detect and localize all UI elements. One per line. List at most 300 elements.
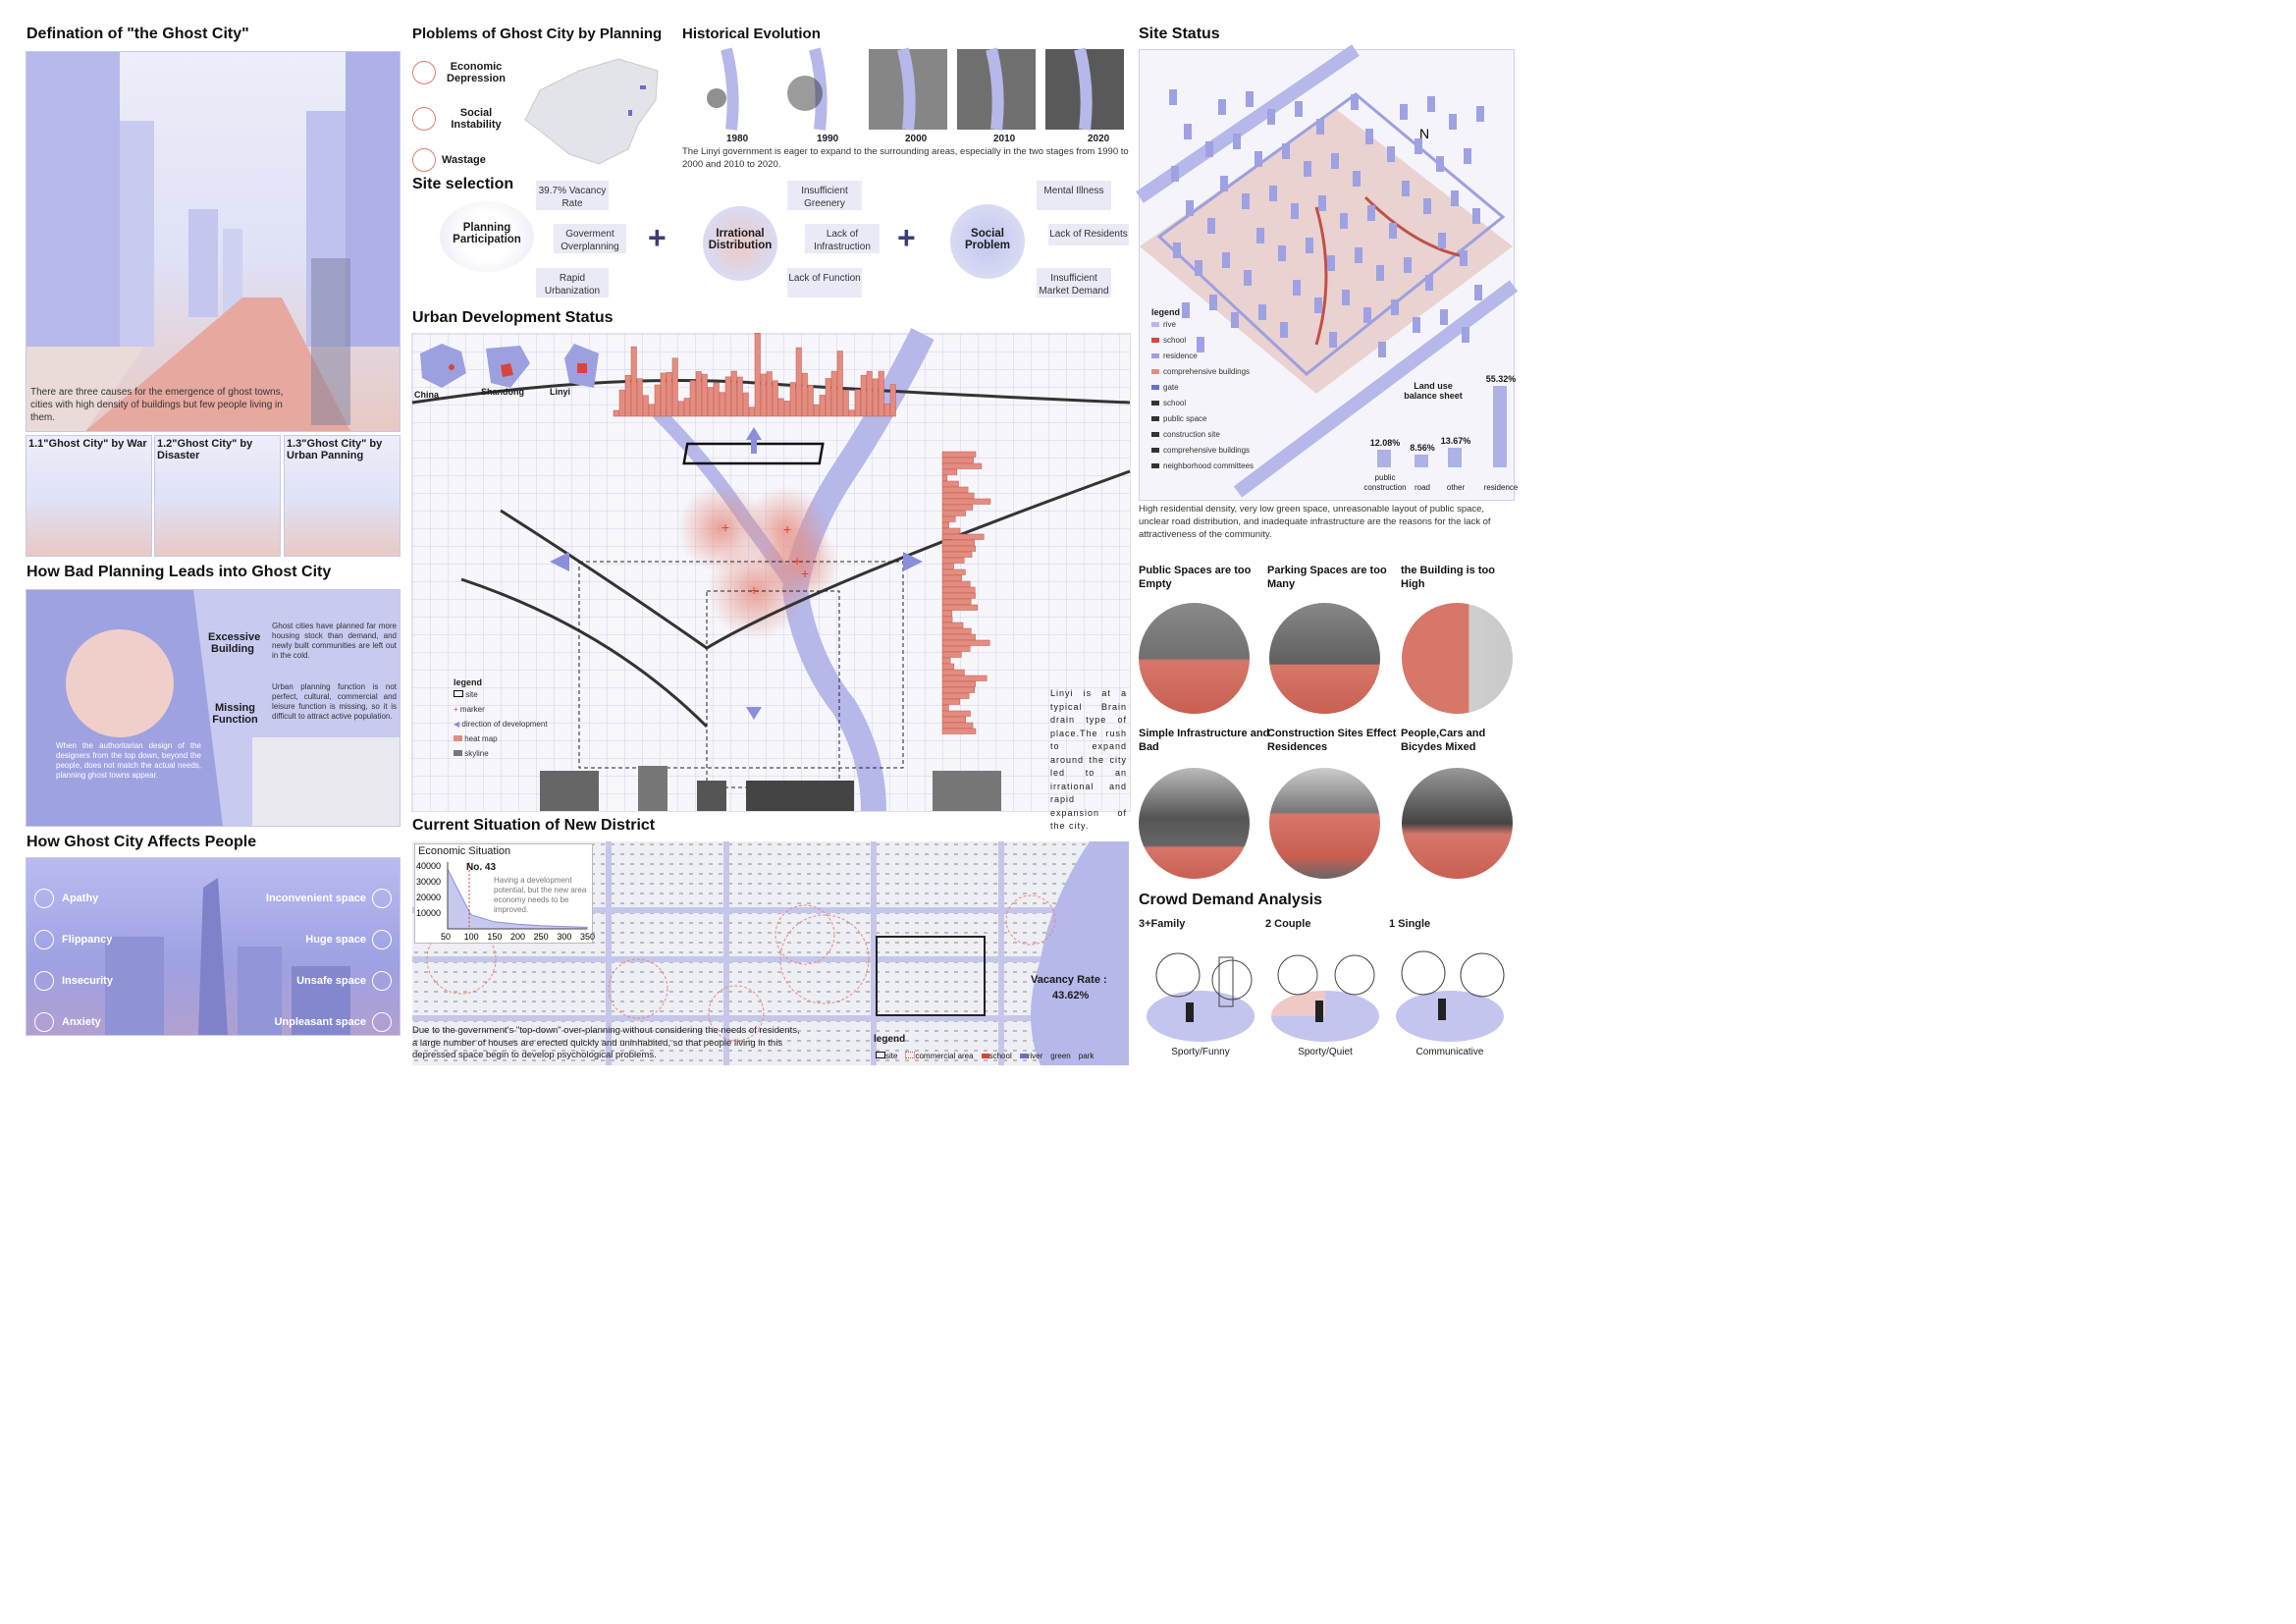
density-bar (942, 699, 960, 705)
item-vacancy: 39.7% Vacancy Rate (536, 181, 609, 210)
residence-block (1342, 290, 1350, 305)
density-bar (942, 569, 965, 575)
density-bar (942, 634, 976, 640)
economic-icon (412, 61, 436, 84)
crowd-family-caption: Sporty/Funny (1171, 1047, 1230, 1057)
skyline-bar (631, 347, 637, 416)
section-title-bad-planning: How Bad Planning Leads into Ghost City (27, 564, 332, 580)
site-legend-item (1151, 364, 1289, 380)
density-bar (942, 676, 987, 681)
item-infrastruction: Lack of Infrastruction (805, 224, 880, 253)
insecurity-icon (34, 971, 54, 991)
section-title-definition: Defination of "the Ghost City" (27, 26, 249, 42)
legend-swatch (1151, 416, 1159, 421)
density-bar (942, 729, 976, 734)
density-bar (942, 475, 947, 481)
current-legend-school: school (988, 1052, 1012, 1060)
site-legend-title: legend (1151, 307, 1181, 317)
anxiety-icon (34, 1012, 54, 1032)
density-bar (942, 646, 970, 652)
section-title-site-selection: Site selection (412, 176, 514, 192)
center-planning: Planning Participation (453, 222, 521, 245)
residence-block (1186, 200, 1194, 216)
skyline-bar (849, 410, 855, 416)
density-bar (942, 617, 952, 623)
current-map (412, 841, 1129, 1065)
skyline-bar (761, 374, 767, 416)
skyline-bar (784, 401, 790, 416)
center-irrational: Irrational Distribution (708, 228, 773, 251)
residence-block (1365, 129, 1373, 144)
legend-swatch (1151, 401, 1159, 406)
legend-label: school (1163, 399, 1187, 407)
plus-icon-2: + (897, 220, 916, 255)
skyline-bar (755, 333, 761, 416)
bad-planning-text-2: Urban planning function is not perfect, cultural, commercial and leisure function is missing, so it is difficult to attract active population. (272, 682, 397, 721)
skyline-bar (814, 405, 820, 416)
residence-block (1267, 109, 1275, 125)
urban-planning-label: 1.3"Ghost City" by Urban Panning (287, 438, 383, 461)
vacancy-value: 43.62% (1052, 990, 1090, 1001)
problem-wastage: Wastage (442, 154, 486, 166)
current-text: Due to the government's "top-down" over-planning without considering the needs of residents, a large number of houses are erected quickly and uninhabited, so that people living in this depressed space begin to develop psychological problems. (412, 1025, 800, 1060)
economic-chart-title: Economic Situation (418, 845, 511, 857)
land-use-label: other (1446, 483, 1466, 492)
affect-apathy: Apathy (62, 893, 99, 904)
missing-function-label: Missing Function (212, 702, 258, 726)
legend-swatch (1151, 369, 1159, 374)
skyline-bar (837, 352, 843, 416)
affects-right-list (266, 878, 392, 1043)
skyline-bar (802, 373, 808, 416)
density-bar (942, 681, 976, 687)
density-bar (942, 693, 969, 699)
site-legend-item (1151, 459, 1289, 474)
site-legend (1151, 307, 1289, 474)
residence-block (1376, 265, 1384, 281)
residence-block (1387, 146, 1395, 162)
economic-xtick: 100 (463, 932, 479, 942)
ghost-city-drawing (27, 52, 400, 431)
affects-left-list (34, 878, 113, 1043)
china-map (510, 51, 667, 169)
economic-marker: No. 43 (466, 862, 497, 873)
site-legend-item (1151, 396, 1289, 411)
svg-text:+: + (783, 521, 792, 537)
current-legend-river: river (1027, 1052, 1043, 1060)
photo-empty-space (1139, 603, 1250, 714)
legend-label: public space (1163, 414, 1207, 423)
residence-block (1169, 89, 1177, 105)
site-legend-item (1151, 317, 1289, 333)
site-legend-item (1151, 427, 1289, 443)
history-text: The Linyi government is eager to expand to the surrounding areas, especially in the two stages from 1990 to 2000 and 2010 to 2020. (682, 146, 1129, 170)
density-bar (942, 469, 957, 475)
balance-title: Land use balance sheet (1404, 381, 1463, 401)
residence-block (1295, 101, 1303, 117)
item-residents: Lack of Residents (1048, 224, 1129, 245)
disaster-illustration (154, 435, 281, 557)
density-bar (942, 658, 950, 664)
residence-block (1402, 181, 1410, 196)
skyline-bar (696, 371, 702, 416)
problem-photos (1139, 564, 1513, 878)
economic-xtick: 200 (510, 932, 526, 942)
apathy-icon (34, 889, 54, 908)
crowd-single: 1 Single (1389, 918, 1431, 930)
unsafe-icon (372, 971, 392, 991)
residence-block (1316, 119, 1324, 135)
affect-flippancy: Flippancy (62, 934, 113, 946)
legend-label: neighborhood committees (1163, 461, 1255, 470)
residence-block (1306, 238, 1313, 253)
bad-planning-text-3: When the authoritarian design of the designers from the top down, beyond the people, does not match the actual needs, planning ghost towns appear. (56, 741, 201, 780)
skyline-bar (873, 379, 879, 416)
current-legend-green: green (1050, 1052, 1071, 1060)
skyline-bar (625, 375, 631, 416)
density-bar (942, 640, 989, 646)
skyline-bar (714, 383, 720, 416)
affect-anxiety: Anxiety (62, 1016, 101, 1028)
density-bar (942, 516, 955, 522)
density-bar (942, 452, 976, 458)
residence-block (1222, 252, 1230, 268)
section-title-urban: Urban Development Status (412, 309, 614, 326)
section-title-crowd: Crowd Demand Analysis (1139, 892, 1323, 908)
residence-block (1476, 106, 1484, 122)
density-bar (942, 458, 974, 463)
density-bar (942, 711, 970, 717)
residence-block (1353, 171, 1361, 187)
residence-block (1389, 223, 1397, 239)
crowd-illustration (1139, 936, 1513, 1044)
skyline-bar (708, 388, 714, 416)
residence-block (1340, 213, 1348, 229)
density-bar (942, 487, 968, 493)
photo-title-1: Public Spaces are too Empty (1139, 565, 1252, 590)
density-bar (942, 587, 975, 593)
skyline-bar (649, 405, 655, 416)
current-legend-commercial: commercial area (915, 1052, 974, 1060)
affects-illustration (26, 857, 400, 1036)
density-bar (942, 593, 976, 599)
residence-block (1400, 104, 1408, 120)
year-2010: 2010 (993, 134, 1016, 144)
residence-block (1314, 298, 1322, 313)
residence-block (1427, 96, 1435, 112)
residence-block (1451, 190, 1459, 206)
economic-xtick: 300 (557, 932, 572, 942)
svg-text:+: + (793, 553, 802, 568)
legend-swatch (1151, 322, 1159, 327)
land-use-label: residence (1483, 483, 1519, 492)
residence-block (1256, 228, 1264, 244)
svg-text:+: + (750, 582, 759, 598)
legend-label: gate (1163, 383, 1179, 392)
skyline-bar (808, 385, 814, 416)
center-social: Social Problem (964, 228, 1010, 251)
residence-block (1291, 203, 1299, 219)
residence-block (1462, 327, 1469, 343)
skyline-bar (767, 372, 773, 416)
legend-label: construction site (1163, 430, 1220, 439)
residence-block (1318, 195, 1326, 211)
density-bar (942, 605, 978, 611)
current-legend-site: site (885, 1052, 898, 1060)
economic-ytick: 20000 (416, 893, 442, 902)
section-title-affects: How Ghost City Affects People (27, 834, 257, 850)
residence-block (1304, 161, 1311, 177)
residence-block (1367, 205, 1375, 221)
crowd-couple: 2 Couple (1265, 918, 1311, 930)
residence-block (1423, 198, 1431, 214)
skyline-bar (661, 373, 667, 416)
skyline-bar (831, 371, 837, 416)
land-use-value: 8.56% (1410, 443, 1435, 454)
bad-planning-text-1: Ghost cities have planned far more housing stock than demand, and newly built communities are left out in the cold. (272, 622, 397, 660)
land-use-bar (1415, 455, 1428, 467)
photo-construction (1269, 768, 1380, 879)
density-bar (942, 463, 982, 469)
legend-swatch (1151, 353, 1159, 358)
skyline-bar (643, 396, 649, 416)
skyline-bar (884, 404, 890, 416)
residence-block (1173, 243, 1181, 258)
legend-label: comprehensive buildings (1163, 446, 1251, 455)
current-legend (876, 1052, 1094, 1060)
photo-title-4: Simple Infrastructure and Bad (1139, 728, 1270, 753)
vacancy-label: Vacancy Rate : (1031, 974, 1107, 986)
skyline-bar (861, 375, 867, 416)
svg-text:+: + (801, 566, 810, 581)
photo-title-5: Construction Sites Effect Residences (1267, 728, 1397, 753)
residence-block (1474, 285, 1482, 300)
residence-block (1220, 176, 1228, 191)
crowd-single-caption: Communicative (1415, 1047, 1484, 1057)
residence-block (1460, 250, 1468, 266)
site-legend-item (1151, 443, 1289, 459)
density-bar (942, 705, 948, 711)
item-overplanning: Goverment Overplanning (554, 224, 626, 253)
density-bar (942, 717, 966, 723)
affect-huge: Huge space (305, 934, 366, 946)
problem-economic: Economic Depression (447, 61, 506, 84)
residence-block (1472, 208, 1480, 224)
ghost-city-illustration (26, 51, 400, 432)
skyline-bar (690, 381, 696, 416)
skyline-bar (879, 371, 884, 416)
urban-legend-marker: marker (459, 705, 485, 714)
density-bar (942, 652, 961, 658)
urban-legend: legend site + marker ◀ direction of development heat map skyline (454, 677, 601, 761)
section-title-problems: Ploblems of Ghost City by Planning (412, 26, 663, 42)
density-bar (942, 552, 972, 558)
legend-swatch (1151, 432, 1159, 437)
land-use-value: 55.32% (1485, 374, 1517, 385)
skyline-bar (773, 381, 778, 416)
density-bar (942, 687, 975, 693)
residence-block (1242, 193, 1250, 209)
density-bar (942, 522, 949, 528)
site-status-text: High residential density, very low green space, unreasonable layout of public space, unclear road distribution, and inadequate infrastructure are the reasons for the lack of attractiveness of the community. (1139, 504, 1491, 540)
section-title-site-status: Site Status (1139, 26, 1220, 42)
affect-unsafe: Unsafe space (296, 975, 366, 987)
legend-label: school (1163, 336, 1187, 345)
residence-block (1404, 257, 1412, 273)
skyline-bar (843, 390, 849, 416)
skyline-bar (619, 390, 625, 416)
economic-ytick: 30000 (416, 877, 442, 887)
land-use-label: road (1414, 483, 1430, 492)
residence-block (1449, 114, 1457, 130)
urban-text: Linyi is at a typical Brain drain type of place.The rush to expand around the city led to an irrational and rapid expansion of the city. (1050, 688, 1127, 831)
land-use-value: 12.08% (1369, 437, 1401, 448)
site-status-map (1139, 49, 1519, 501)
residence-block (1293, 280, 1301, 296)
residence-block (1391, 299, 1399, 315)
skyline-bar (684, 399, 690, 416)
photo-parking (1269, 603, 1380, 714)
residence-block (1440, 309, 1448, 325)
density-bar (942, 623, 963, 628)
economic-xtick: 50 (441, 932, 452, 942)
skyline-bar (743, 393, 749, 416)
density-bar (942, 611, 952, 617)
residence-block (1464, 148, 1471, 164)
skyline-bar (702, 374, 708, 416)
item-market: Insufficient Market Demand (1037, 268, 1111, 298)
skyline-bar (749, 407, 755, 416)
current-legend-title: legend (874, 1034, 906, 1045)
residence-block (1327, 255, 1335, 271)
economic-xtick: 350 (580, 932, 596, 942)
svg-text:+: + (721, 519, 730, 535)
density-bar (942, 581, 970, 587)
density-bar (942, 664, 954, 670)
section-title-current: Current Situation of New District (412, 817, 656, 834)
residence-block (1413, 317, 1420, 333)
war-label: 1.1"Ghost City" by War (28, 438, 147, 450)
residence-block (1218, 99, 1226, 115)
economic-xtick: 250 (533, 932, 549, 942)
residence-block (1351, 94, 1359, 110)
land-use-bar (1493, 386, 1507, 467)
density-bar (942, 628, 971, 634)
density-bar (942, 723, 973, 729)
skyline-bar (826, 378, 831, 416)
inconvenient-icon (372, 889, 392, 908)
residence-block (1207, 218, 1215, 234)
excessive-building-label: Excessive Building (208, 631, 261, 655)
land-use-bar (1377, 450, 1391, 467)
legend-swatch (1151, 338, 1159, 343)
affect-inconvenient: Inconvenient space (265, 893, 366, 904)
density-bar (942, 558, 964, 564)
density-bar (942, 493, 974, 499)
skyline-bar (820, 395, 826, 416)
urban-planning-illustration (284, 435, 400, 557)
land-use-value: 13.67% (1440, 435, 1471, 446)
residence-block (1278, 245, 1286, 261)
photo-title-3: the Building is too High (1401, 565, 1495, 590)
urban-legend-site: site (465, 690, 478, 699)
crowd-family: 3+Family (1139, 918, 1186, 930)
plus-icon: + (648, 220, 667, 255)
urban-legend-skyline: skyline (464, 749, 489, 758)
skyline-bar (867, 371, 873, 416)
residence-block (1233, 134, 1241, 149)
density-bar (942, 540, 975, 546)
density-bar (942, 564, 954, 569)
item-urbanization: Rapid Urbanization (536, 268, 609, 298)
legend-label: residence (1163, 352, 1198, 360)
year-2020: 2020 (1088, 134, 1110, 144)
residence-block (1195, 260, 1202, 276)
huge-space-icon (372, 930, 392, 949)
density-bar (942, 599, 971, 605)
residence-block (1282, 143, 1290, 159)
density-bar (942, 499, 990, 505)
site-selection-diagram (412, 177, 1129, 299)
inset-linyi: Linyi (550, 387, 571, 397)
photo-high-building (1402, 603, 1513, 714)
skyline-bar (731, 371, 737, 416)
density-bar (942, 528, 960, 534)
legend-swatch (1151, 385, 1159, 390)
legend-swatch (1151, 448, 1159, 453)
histogram-right (942, 452, 1001, 736)
economic-xtick: 150 (487, 932, 503, 942)
year-1990: 1990 (817, 134, 839, 144)
skyline-bar (790, 383, 796, 416)
land-use-label: public construction (1363, 473, 1407, 492)
photo-title-2: Parking Spaces are too Many (1267, 565, 1387, 590)
year-1980: 1980 (726, 134, 749, 144)
residence-block (1246, 91, 1254, 107)
residence-block (1355, 247, 1362, 263)
urban-legend-direction: direction of development (461, 720, 548, 729)
economic-ytick: 10000 (416, 908, 442, 918)
skyline-bar (672, 358, 678, 416)
disaster-label: 1.2"Ghost City" by Disaster (157, 438, 253, 461)
residence-block (1378, 342, 1386, 357)
wastage-icon (412, 148, 436, 172)
density-bar (942, 546, 976, 552)
year-2000: 2000 (905, 134, 928, 144)
crowd-diagram (1139, 916, 1513, 1063)
inset-shandong: Shandong (481, 387, 524, 397)
definition-caption: There are three causes for the emergence of ghost towns, cities with high density of buildings but few people living in them. (30, 387, 284, 423)
photo-title-6: People,Cars and Bicydes Mixed (1401, 728, 1486, 753)
photo-mixed (1402, 768, 1513, 879)
affect-unpleasant: Unpleasant space (274, 1016, 366, 1028)
legend-label: rive (1163, 320, 1176, 329)
urban-legend-title: legend (454, 677, 483, 687)
skyline-bar (778, 399, 784, 416)
skyline-bar (655, 385, 661, 416)
skyline-bar (637, 379, 643, 416)
site-legend-item (1151, 349, 1289, 364)
residence-block (1436, 156, 1444, 172)
residence-block (1363, 307, 1371, 323)
section-title-history: Historical Evolution (682, 26, 821, 42)
density-bar (942, 505, 973, 511)
density-bar (942, 511, 966, 516)
skyline-bar (720, 393, 725, 416)
economic-chart (414, 843, 596, 944)
war-illustration (26, 435, 152, 557)
problems-list (412, 51, 510, 177)
